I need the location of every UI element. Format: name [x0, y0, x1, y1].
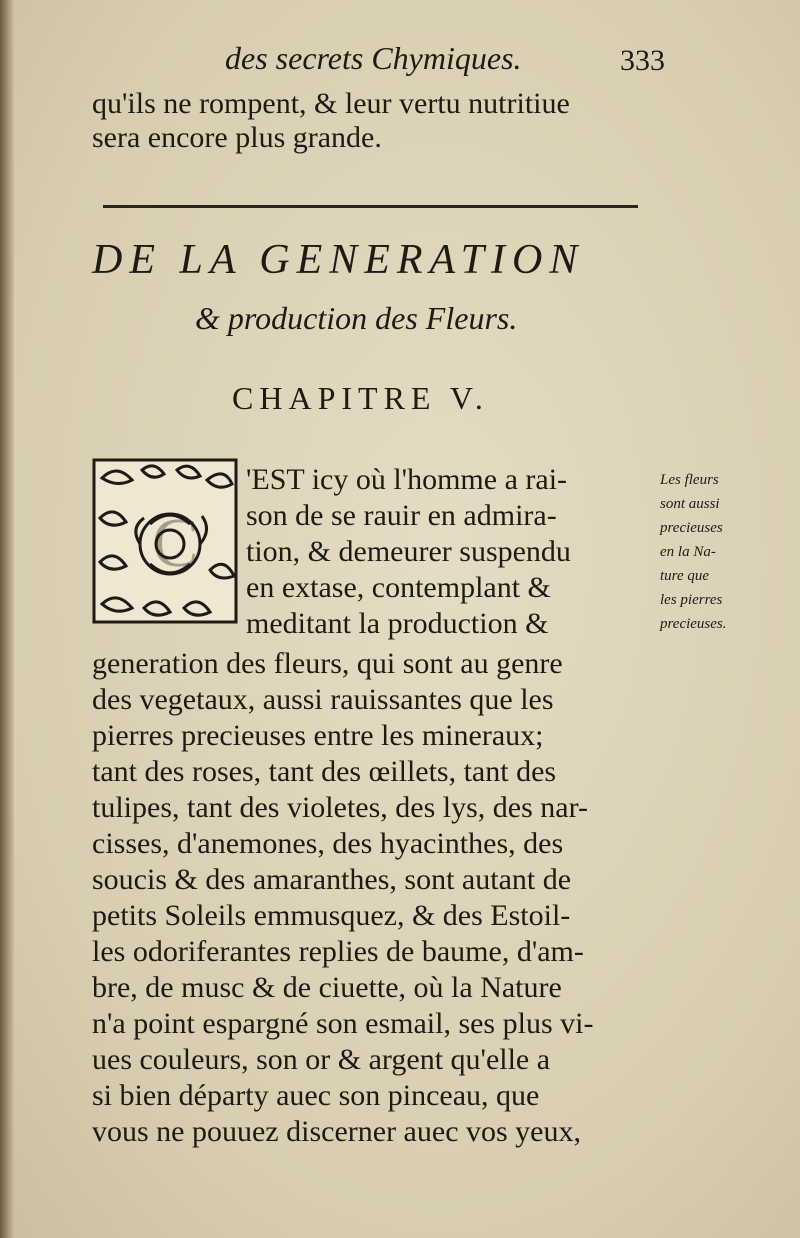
body-line: son de se rauir en admira- — [246, 499, 557, 532]
page-number: 333 — [620, 44, 665, 77]
margin-note-line: sont aussi — [660, 496, 720, 512]
margin-note-line: les pierres — [660, 592, 723, 608]
running-head — [225, 40, 665, 80]
body-line: n'a point espargné son esmail, ses plus vi- — [92, 1007, 594, 1040]
body-line: pierres precieuses entre les mineraux; — [92, 719, 544, 752]
ornamental-drop-cap — [92, 458, 238, 624]
body-line: generation des fleurs, qui sont au genre — [92, 647, 563, 680]
margin-note-line: precieuses. — [660, 616, 727, 632]
body-line: des vegetaux, aussi rauissantes que les — [92, 683, 554, 716]
body-line: si bien départy auec son pinceau, que — [92, 1079, 540, 1112]
intro-line: sera encore plus grande. — [92, 121, 382, 154]
body-line: les odoriferantes replies de baume, d'am- — [92, 935, 584, 968]
drop-cap-letter: C — [152, 505, 199, 582]
margin-note-line: en la Na- — [660, 544, 716, 560]
body-line: meditant la production & — [246, 607, 549, 640]
body-line: ues couleurs, son or & argent qu'elle a — [92, 1043, 551, 1076]
margin-note-line: Les fleurs — [660, 472, 719, 488]
body-line: bre, de musc & de ciuette, où la Nature — [92, 971, 562, 1004]
chapter-heading: DE LA GENERATION — [92, 237, 585, 283]
running-title: des secrets Chymiques. — [225, 40, 522, 76]
section-rule — [103, 205, 638, 208]
body-line: tion, & demeurer suspendu — [246, 535, 571, 568]
page-binding — [0, 0, 14, 1238]
body-line: en extase, contemplant & — [246, 571, 551, 604]
margin-note — [660, 468, 780, 636]
body-line: 'EST icy où l'homme a rai- — [246, 463, 568, 496]
body-line: tant des roses, tant des œillets, tant des — [92, 755, 557, 788]
margin-note-line: precieuses — [660, 520, 723, 536]
chapter-number: CHAPITRE V. — [232, 380, 489, 416]
body-line: soucis & des amaranthes, sont autant de — [92, 863, 572, 896]
body-line: petits Soleils emmusquez, & des Estoil- — [92, 899, 571, 932]
body-line: cisses, d'anemones, des hyacinthes, des — [92, 827, 564, 860]
body-line: tulipes, tant des violetes, des lys, des nar- — [92, 791, 588, 824]
chapter-subheading: & production des Fleurs. — [195, 300, 518, 336]
intro-line: qu'ils ne rompent, & leur vertu nutritiue — [92, 87, 570, 120]
body-line: vous ne pouuez discerner auec vos yeux, — [92, 1115, 581, 1148]
margin-note-line: ture que — [660, 568, 710, 584]
